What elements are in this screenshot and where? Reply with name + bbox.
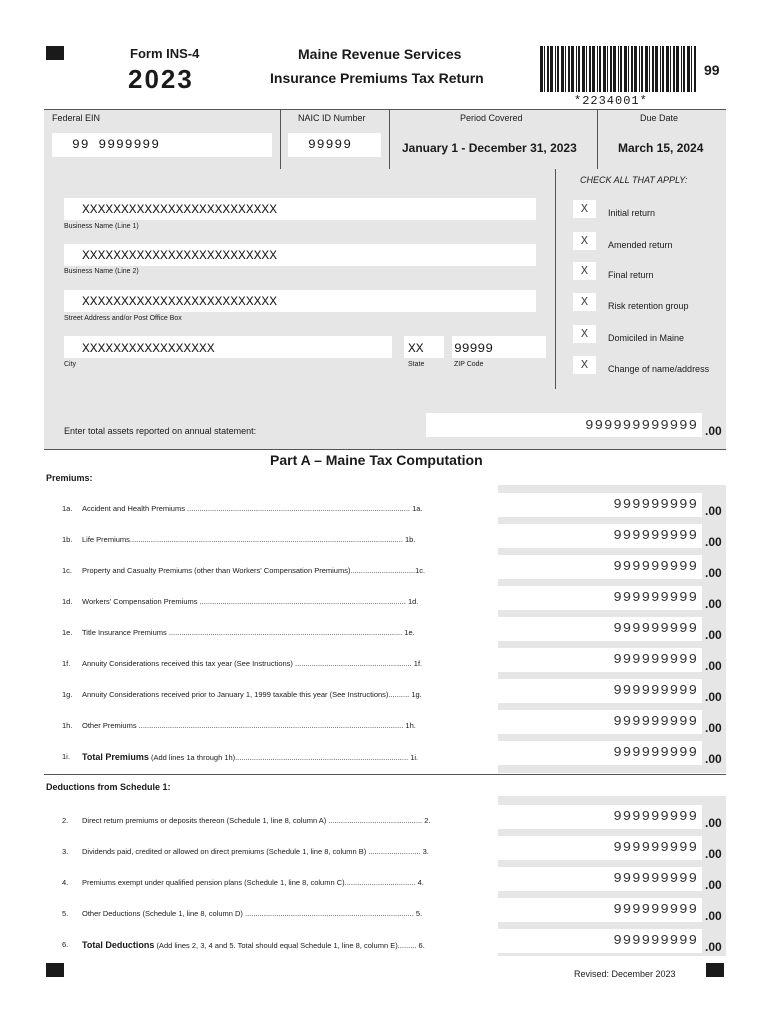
- barcode-bar: [620, 46, 622, 92]
- checkbox-label-1: Amended return: [608, 240, 673, 250]
- business-name-2-label: Business Name (Line 2): [64, 268, 139, 275]
- barcode-bar: [576, 46, 577, 92]
- revised-note: Revised: December 2023: [574, 969, 676, 979]
- amount-field[interactable]: [498, 898, 702, 922]
- amount-value: 999999999: [613, 590, 698, 606]
- barcode-bar: [557, 46, 559, 92]
- line-number: 1a.: [62, 504, 73, 513]
- barcode-bar: [624, 46, 627, 92]
- amount-cents: .00: [705, 847, 722, 861]
- business-name-1-label: Business Name (Line 1): [64, 223, 139, 230]
- checkbox-2[interactable]: X: [573, 262, 596, 280]
- total-assets-label: Enter total assets reported on annual statement:: [64, 426, 257, 436]
- line-description: [82, 504, 482, 513]
- amount-value: 999999999: [613, 840, 698, 856]
- amount-value: 999999999: [613, 652, 698, 668]
- line-text: Premiums exempt under qualified pension plans (Schedule 1, line 8, column C).................................. 4.: [82, 878, 424, 887]
- line-description: [82, 628, 482, 637]
- checkbox-1[interactable]: X: [573, 232, 596, 250]
- barcode-bar: [586, 46, 587, 92]
- barcode-bar: [610, 46, 612, 92]
- barcode-bar: [634, 46, 637, 92]
- amount-cents: .00: [705, 816, 722, 830]
- premiums-heading: Premiums:: [46, 473, 93, 483]
- amount-cents: .00: [705, 752, 722, 766]
- line-number: 1f.: [62, 659, 71, 668]
- part-a-title: Part A – Maine Tax Computation: [270, 452, 483, 468]
- total-assets-value: 999999999999: [585, 418, 698, 434]
- amount-cents: .00: [705, 504, 722, 518]
- amount-cents: .00: [705, 659, 722, 673]
- barcode-bar: [592, 46, 595, 92]
- amount-field[interactable]: [498, 805, 702, 829]
- barcode-bar: [681, 46, 682, 92]
- barcode-bar: [631, 46, 633, 92]
- barcode-bar: [683, 46, 685, 92]
- due-date-label: Due Date: [640, 113, 679, 123]
- period-value: January 1 - December 31, 2023: [402, 141, 577, 155]
- checkbox-4[interactable]: X: [573, 325, 596, 343]
- tax-year: 2023: [128, 64, 194, 94]
- street-label: Street Address and/or Post Office Box: [64, 315, 182, 322]
- checkbox-label-3: Risk retention group: [608, 301, 689, 311]
- barcode-bar: [555, 46, 556, 92]
- barcode-bar: [618, 46, 619, 92]
- line-bold-label: Total Deductions: [82, 940, 155, 950]
- deductions-heading: Deductions from Schedule 1:: [46, 782, 171, 792]
- barcode-bar: [550, 46, 553, 92]
- amount-field[interactable]: [498, 741, 702, 765]
- business-name-1-field[interactable]: XXXXXXXXXXXXXXXXXXXXXXXXX: [64, 198, 536, 220]
- barcode-bar: [582, 46, 585, 92]
- line-text: Accident and Health Premiums ........................................................................................................... 1a.: [82, 504, 423, 513]
- barcode-bar: [662, 46, 664, 92]
- barcode-bar: [603, 46, 606, 92]
- amount-field[interactable]: [498, 836, 702, 860]
- line-number: 1d.: [62, 597, 73, 606]
- amount-value: 999999999: [613, 528, 698, 544]
- registration-mark-bottom-left: [46, 963, 64, 977]
- line-text: Property and Casualty Premiums (other than Workers' Compensation Premiums)...............................1c.: [82, 566, 426, 575]
- state-field[interactable]: XX: [404, 336, 444, 358]
- line-number: 1b.: [62, 535, 73, 544]
- amount-cents: .00: [705, 690, 722, 704]
- amount-field[interactable]: [498, 555, 702, 579]
- checkbox-label-2: Final return: [608, 270, 654, 280]
- amount-field[interactable]: [498, 586, 702, 610]
- checkbox-label-0: Initial return: [608, 208, 656, 218]
- barcode-bar: [694, 46, 696, 92]
- line-description: [82, 816, 482, 825]
- checkbox-label-5: Change of name/address: [608, 364, 710, 374]
- city-label: City: [64, 361, 77, 368]
- street-field[interactable]: XXXXXXXXXXXXXXXXXXXXXXXXX: [64, 290, 536, 312]
- amount-field[interactable]: [498, 617, 702, 641]
- line-number: 1i.: [62, 752, 70, 761]
- page-code: 99: [704, 62, 720, 78]
- amount-cents: .00: [705, 909, 722, 923]
- registration-mark-bottom-right: [706, 963, 724, 977]
- amount-value: 999999999: [613, 871, 698, 887]
- line-number: 1e.: [62, 628, 73, 637]
- barcode: [540, 46, 698, 94]
- amount-value: 999999999: [613, 621, 698, 637]
- barcode-bar: [652, 46, 654, 92]
- ein-field[interactable]: 99 9999999: [52, 133, 272, 157]
- naic-label: NAIC ID Number: [298, 113, 366, 123]
- amount-cents: .00: [705, 535, 722, 549]
- line-text: (Add lines 1a through 1h)................................................................................... 1i.: [150, 753, 419, 762]
- line-text: Annuity Considerations received prior to January 1, 1999 taxable this year (See Instructions).......... 1g.: [82, 690, 422, 699]
- form-id: Form INS-4: [130, 46, 200, 61]
- barcode-bar: [547, 46, 549, 92]
- barcode-bar: [565, 46, 566, 92]
- amount-value: 999999999: [613, 497, 698, 513]
- line-number: 4.: [62, 878, 69, 887]
- state-label: State: [408, 361, 425, 368]
- line-number: 1g.: [62, 690, 73, 699]
- line-description: [82, 940, 482, 950]
- total-assets-field[interactable]: [426, 413, 702, 437]
- barcode-bar: [649, 46, 650, 92]
- amount-value: 999999999: [613, 809, 698, 825]
- line-text: Title Insurance Premiums ................................................................................................................ 1e.: [82, 628, 415, 637]
- barcode-bar: [639, 46, 640, 92]
- barcode-bar: [641, 46, 643, 92]
- line-description: [82, 878, 482, 887]
- amount-field[interactable]: [498, 867, 702, 891]
- registration-mark-top-left: [46, 46, 64, 60]
- barcode-bar: [597, 46, 598, 92]
- line-description: [82, 721, 482, 730]
- amount-field[interactable]: [498, 493, 702, 517]
- barcode-bar: [673, 46, 675, 92]
- line-description: [82, 535, 482, 544]
- barcode-bar: [687, 46, 690, 92]
- ein-label: Federal EIN: [52, 113, 101, 123]
- line-number: 5.: [62, 909, 69, 918]
- form-title: Insurance Premiums Tax Return: [270, 70, 484, 86]
- line-text: Other Premiums ............................................................................................................................... 1h.: [82, 721, 416, 730]
- amount-field[interactable]: [498, 929, 702, 953]
- total-assets-cents: .00: [705, 424, 722, 438]
- amount-cents: .00: [705, 721, 722, 735]
- barcode-bar: [540, 46, 543, 92]
- barcode-bar: [660, 46, 661, 92]
- due-date-value: March 15, 2024: [618, 141, 704, 155]
- barcode-bar: [645, 46, 648, 92]
- barcode-bar: [544, 46, 545, 92]
- line-number: 2.: [62, 816, 69, 825]
- amount-cents: .00: [705, 878, 722, 892]
- checkbox-3[interactable]: X: [573, 293, 596, 311]
- line-description: [82, 566, 482, 575]
- barcode-bar: [568, 46, 570, 92]
- amount-value: 999999999: [613, 745, 698, 761]
- amount-field[interactable]: [498, 679, 702, 703]
- line-description: [82, 597, 482, 606]
- line-text: Dividends paid, credited or allowed on direct premiums (Schedule 1, line 8, column B) ......................... 3.: [82, 847, 429, 856]
- barcode-bar: [655, 46, 658, 92]
- period-label: Period Covered: [460, 113, 523, 123]
- amount-value: 999999999: [613, 683, 698, 699]
- amount-field[interactable]: [498, 710, 702, 734]
- amount-field[interactable]: [498, 524, 702, 548]
- line-text: Workers' Compensation Premiums ................................................................................................... 1d.: [82, 597, 419, 606]
- barcode-bar: [691, 46, 692, 92]
- city-field[interactable]: XXXXXXXXXXXXXXXXX: [64, 336, 392, 358]
- line-text: Direct return premiums or deposits thereon (Schedule 1, line 8, column A) ............................................. 2.: [82, 816, 431, 825]
- line-description: [82, 752, 482, 762]
- checkbox-label-4: Domiciled in Maine: [608, 333, 685, 343]
- business-name-2-field[interactable]: XXXXXXXXXXXXXXXXXXXXXXXXX: [64, 244, 536, 266]
- line-text: (Add lines 2, 3, 4 and 5. Total should equal Schedule 1, line 8, column E)......... 6.: [156, 941, 425, 950]
- barcode-bar: [578, 46, 580, 92]
- line-bold-label: Total Premiums: [82, 752, 149, 762]
- barcode-bar: [599, 46, 601, 92]
- barcode-bar: [628, 46, 629, 92]
- barcode-bar: [589, 46, 591, 92]
- barcode-bar: [607, 46, 608, 92]
- line-description: [82, 909, 482, 918]
- line-number: 3.: [62, 847, 69, 856]
- amount-value: 999999999: [613, 559, 698, 575]
- barcode-bar: [670, 46, 671, 92]
- amount-cents: .00: [705, 597, 722, 611]
- amount-cents: .00: [705, 628, 722, 642]
- line-description: [82, 847, 482, 856]
- line-text: Annuity Considerations received this tax year (See Instructions) ........................................................ 1f.: [82, 659, 423, 668]
- barcode-bar: [571, 46, 574, 92]
- amount-value: 999999999: [613, 902, 698, 918]
- amount-cents: .00: [705, 566, 722, 580]
- line-number: 1h.: [62, 721, 73, 730]
- line-number: 6.: [62, 940, 69, 949]
- zip-label: ZIP Code: [454, 361, 484, 368]
- agency-name: Maine Revenue Services: [298, 46, 462, 62]
- checkbox-5[interactable]: X: [573, 356, 596, 374]
- barcode-bar: [561, 46, 564, 92]
- line-description: [82, 659, 482, 668]
- line-text: Other Deductions (Schedule 1, line 8, column D) ................................................................................. 5.: [82, 909, 423, 918]
- line-number: 1c.: [62, 566, 73, 575]
- checkbox-0[interactable]: X: [573, 200, 596, 218]
- amount-cents: .00: [705, 940, 722, 954]
- barcode-bar: [676, 46, 679, 92]
- zip-field[interactable]: 99999: [452, 336, 546, 358]
- barcode-text: *2234001*: [574, 94, 648, 108]
- naic-field[interactable]: 99999: [288, 133, 381, 157]
- amount-value: 999999999: [613, 714, 698, 730]
- amount-value: 999999999: [613, 933, 698, 949]
- line-text: Life Premiums................................................................................................................................... 1b.: [82, 535, 416, 544]
- barcode-bar: [613, 46, 616, 92]
- line-description: [82, 690, 482, 699]
- check-all-header: CHECK ALL THAT APPLY:: [580, 175, 688, 185]
- barcode-bar: [666, 46, 669, 92]
- amount-field[interactable]: [498, 648, 702, 672]
